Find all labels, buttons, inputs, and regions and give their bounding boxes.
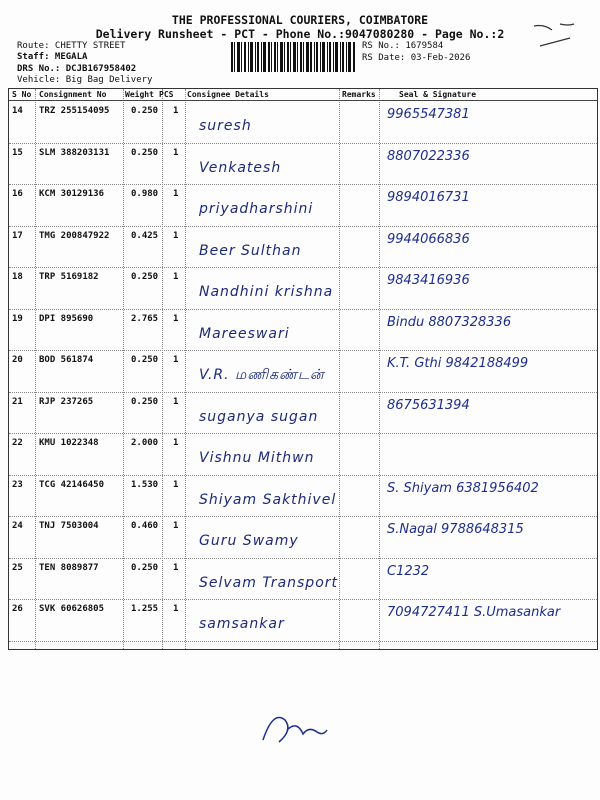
row-weight: 0.980 (131, 189, 159, 199)
row-consignment: KCM 30129136 (39, 189, 105, 199)
row-consignment: SVK 60626805 (39, 604, 105, 614)
row-weight: 0.250 (131, 396, 159, 407)
runsheet-title: THE PROFESSIONAL COURIERS, COIMBATORE (171, 13, 429, 27)
table-row (9, 143, 597, 186)
row-weight: 0.425 (131, 230, 159, 241)
table-row (9, 392, 597, 435)
row-weight: 0.250 (131, 355, 159, 365)
col-remarks: Remarks (342, 90, 376, 99)
corner-scribble (530, 20, 590, 50)
row-consignment: DPI 895690 (39, 313, 94, 324)
row-consignment: RJP 237265 (39, 396, 94, 407)
consignee-name: Mareeswari (199, 325, 290, 342)
consignee-name: suganya sugan (199, 408, 319, 425)
row-consignment: TRP 5169182 (39, 272, 99, 282)
row-consignment: TEN 8089877 (39, 562, 99, 573)
row-weight: 2.765 (131, 313, 159, 324)
consignee-name: Shiyam Sakthivel (199, 491, 337, 508)
signature-entry: 8807022336 (387, 148, 470, 164)
row-pcs: 1 (173, 272, 179, 282)
row-weight: 0.250 (131, 147, 159, 158)
rs-date: RS Date: 03-Feb-2026 (362, 53, 471, 63)
signature-entry: 9843416936 (387, 273, 470, 288)
runsheet-subtitle: Delivery Runsheet - PCT - Phone No.:9047080280 - Page No.:2 (95, 27, 505, 41)
row-consignment: TMG 200847922 (39, 230, 110, 241)
table-row (9, 433, 597, 476)
consignee-name: suresh (199, 118, 252, 134)
col-sno: S No (12, 90, 32, 99)
table-row (9, 475, 597, 518)
staff-label: Staff: MEGALA (17, 52, 88, 62)
row-weight: 0.250 (131, 106, 159, 116)
row-pcs: 1 (173, 562, 179, 573)
barcode-image (231, 42, 355, 72)
consignee-name: Vishnu Mithwn (199, 450, 315, 466)
signature-entry: 9965547381 (387, 107, 470, 122)
signature-entry: 7094727411 S.Umasankar (387, 605, 561, 620)
table-row (9, 226, 597, 269)
signature-entry: C1232 (387, 563, 430, 579)
table-row (9, 558, 597, 601)
row-sno: 24 (12, 521, 23, 531)
signature-entry: 8675631394 (387, 397, 470, 413)
table-row (9, 101, 597, 144)
row-sno: 22 (12, 438, 23, 448)
row-sno: 23 (12, 479, 23, 490)
table-row (9, 350, 597, 393)
consignee-name: samsankar (199, 616, 285, 632)
table-row (9, 309, 597, 352)
signature-entry: S. Shiyam 6381956402 (387, 480, 539, 496)
row-pcs: 1 (173, 106, 179, 116)
row-weight: 1.530 (131, 479, 159, 490)
row-sno: 21 (12, 396, 23, 407)
row-weight: 0.460 (131, 521, 159, 531)
route-label: Route: CHETTY STREET (17, 41, 126, 51)
col-pcs: PCS (159, 90, 174, 99)
consignee-name: Beer Sulthan (199, 242, 302, 259)
table-row (9, 267, 597, 310)
row-consignment: SLM 388203131 (39, 147, 110, 158)
row-sno: 14 (12, 106, 23, 116)
table-row (9, 516, 597, 559)
row-consignment: TRZ 255154095 (39, 106, 110, 116)
consignee-name: Guru Swamy (199, 533, 299, 549)
signature-entry: Bindu 8807328336 (387, 314, 512, 330)
row-pcs: 1 (173, 604, 179, 614)
row-pcs: 1 (173, 438, 179, 448)
consignee-name: V.R. மணிகண்டன் (199, 367, 325, 383)
consignee-name: Nandhini krishna (199, 284, 334, 300)
col-consignment: Consignment No (39, 90, 107, 99)
row-weight: 1.255 (131, 604, 159, 614)
drs-label: DRS No.: DCJB167958402 (17, 64, 137, 74)
signature-entry: S.Nagal 9788648315 (387, 522, 524, 537)
row-pcs: 1 (173, 355, 179, 365)
table-header (9, 89, 597, 101)
row-sno: 17 (12, 230, 23, 241)
row-pcs: 1 (173, 396, 179, 407)
row-sno: 25 (12, 562, 23, 573)
col-weight: Weight (125, 90, 154, 99)
signature-entry: K.T. Gthi 9842188499 (387, 356, 529, 371)
row-sno: 16 (12, 189, 23, 199)
row-sno: 19 (12, 313, 23, 324)
row-consignment: TCG 42146450 (39, 479, 105, 490)
row-sno: 20 (12, 355, 23, 365)
row-consignment: BOD 561874 (39, 355, 94, 365)
row-pcs: 1 (173, 521, 179, 531)
row-consignment: KMU 1022348 (39, 438, 99, 448)
rs-number: RS No.: 1679584 (362, 41, 444, 51)
row-pcs: 1 (173, 147, 179, 158)
runsheet-table (8, 88, 598, 650)
row-pcs: 1 (173, 313, 179, 324)
table-row (9, 599, 597, 642)
row-consignment: TNJ 7503004 (39, 521, 99, 531)
row-pcs: 1 (173, 230, 179, 241)
row-sno: 26 (12, 604, 23, 614)
row-pcs: 1 (173, 479, 179, 490)
vehicle-label: Vehicle: Big Bag Delivery (17, 75, 153, 85)
row-weight: 0.250 (131, 562, 159, 573)
row-pcs: 1 (173, 189, 179, 199)
table-row (9, 184, 597, 227)
row-weight: 0.250 (131, 272, 159, 282)
signature-entry: 9894016731 (387, 190, 470, 205)
consignee-name: priyadharshini (199, 201, 314, 217)
col-signature: Seal & Signature (399, 90, 477, 99)
row-sno: 18 (12, 272, 23, 282)
row-sno: 15 (12, 147, 23, 158)
row-weight: 2.000 (131, 438, 159, 448)
signature-scribble (255, 700, 335, 750)
col-consignee: Consignee Details (187, 90, 269, 99)
signature-entry: 9944066836 (387, 231, 470, 247)
consignee-name: Venkatesh (199, 159, 282, 176)
consignee-name: Selvam Transport (199, 574, 339, 591)
